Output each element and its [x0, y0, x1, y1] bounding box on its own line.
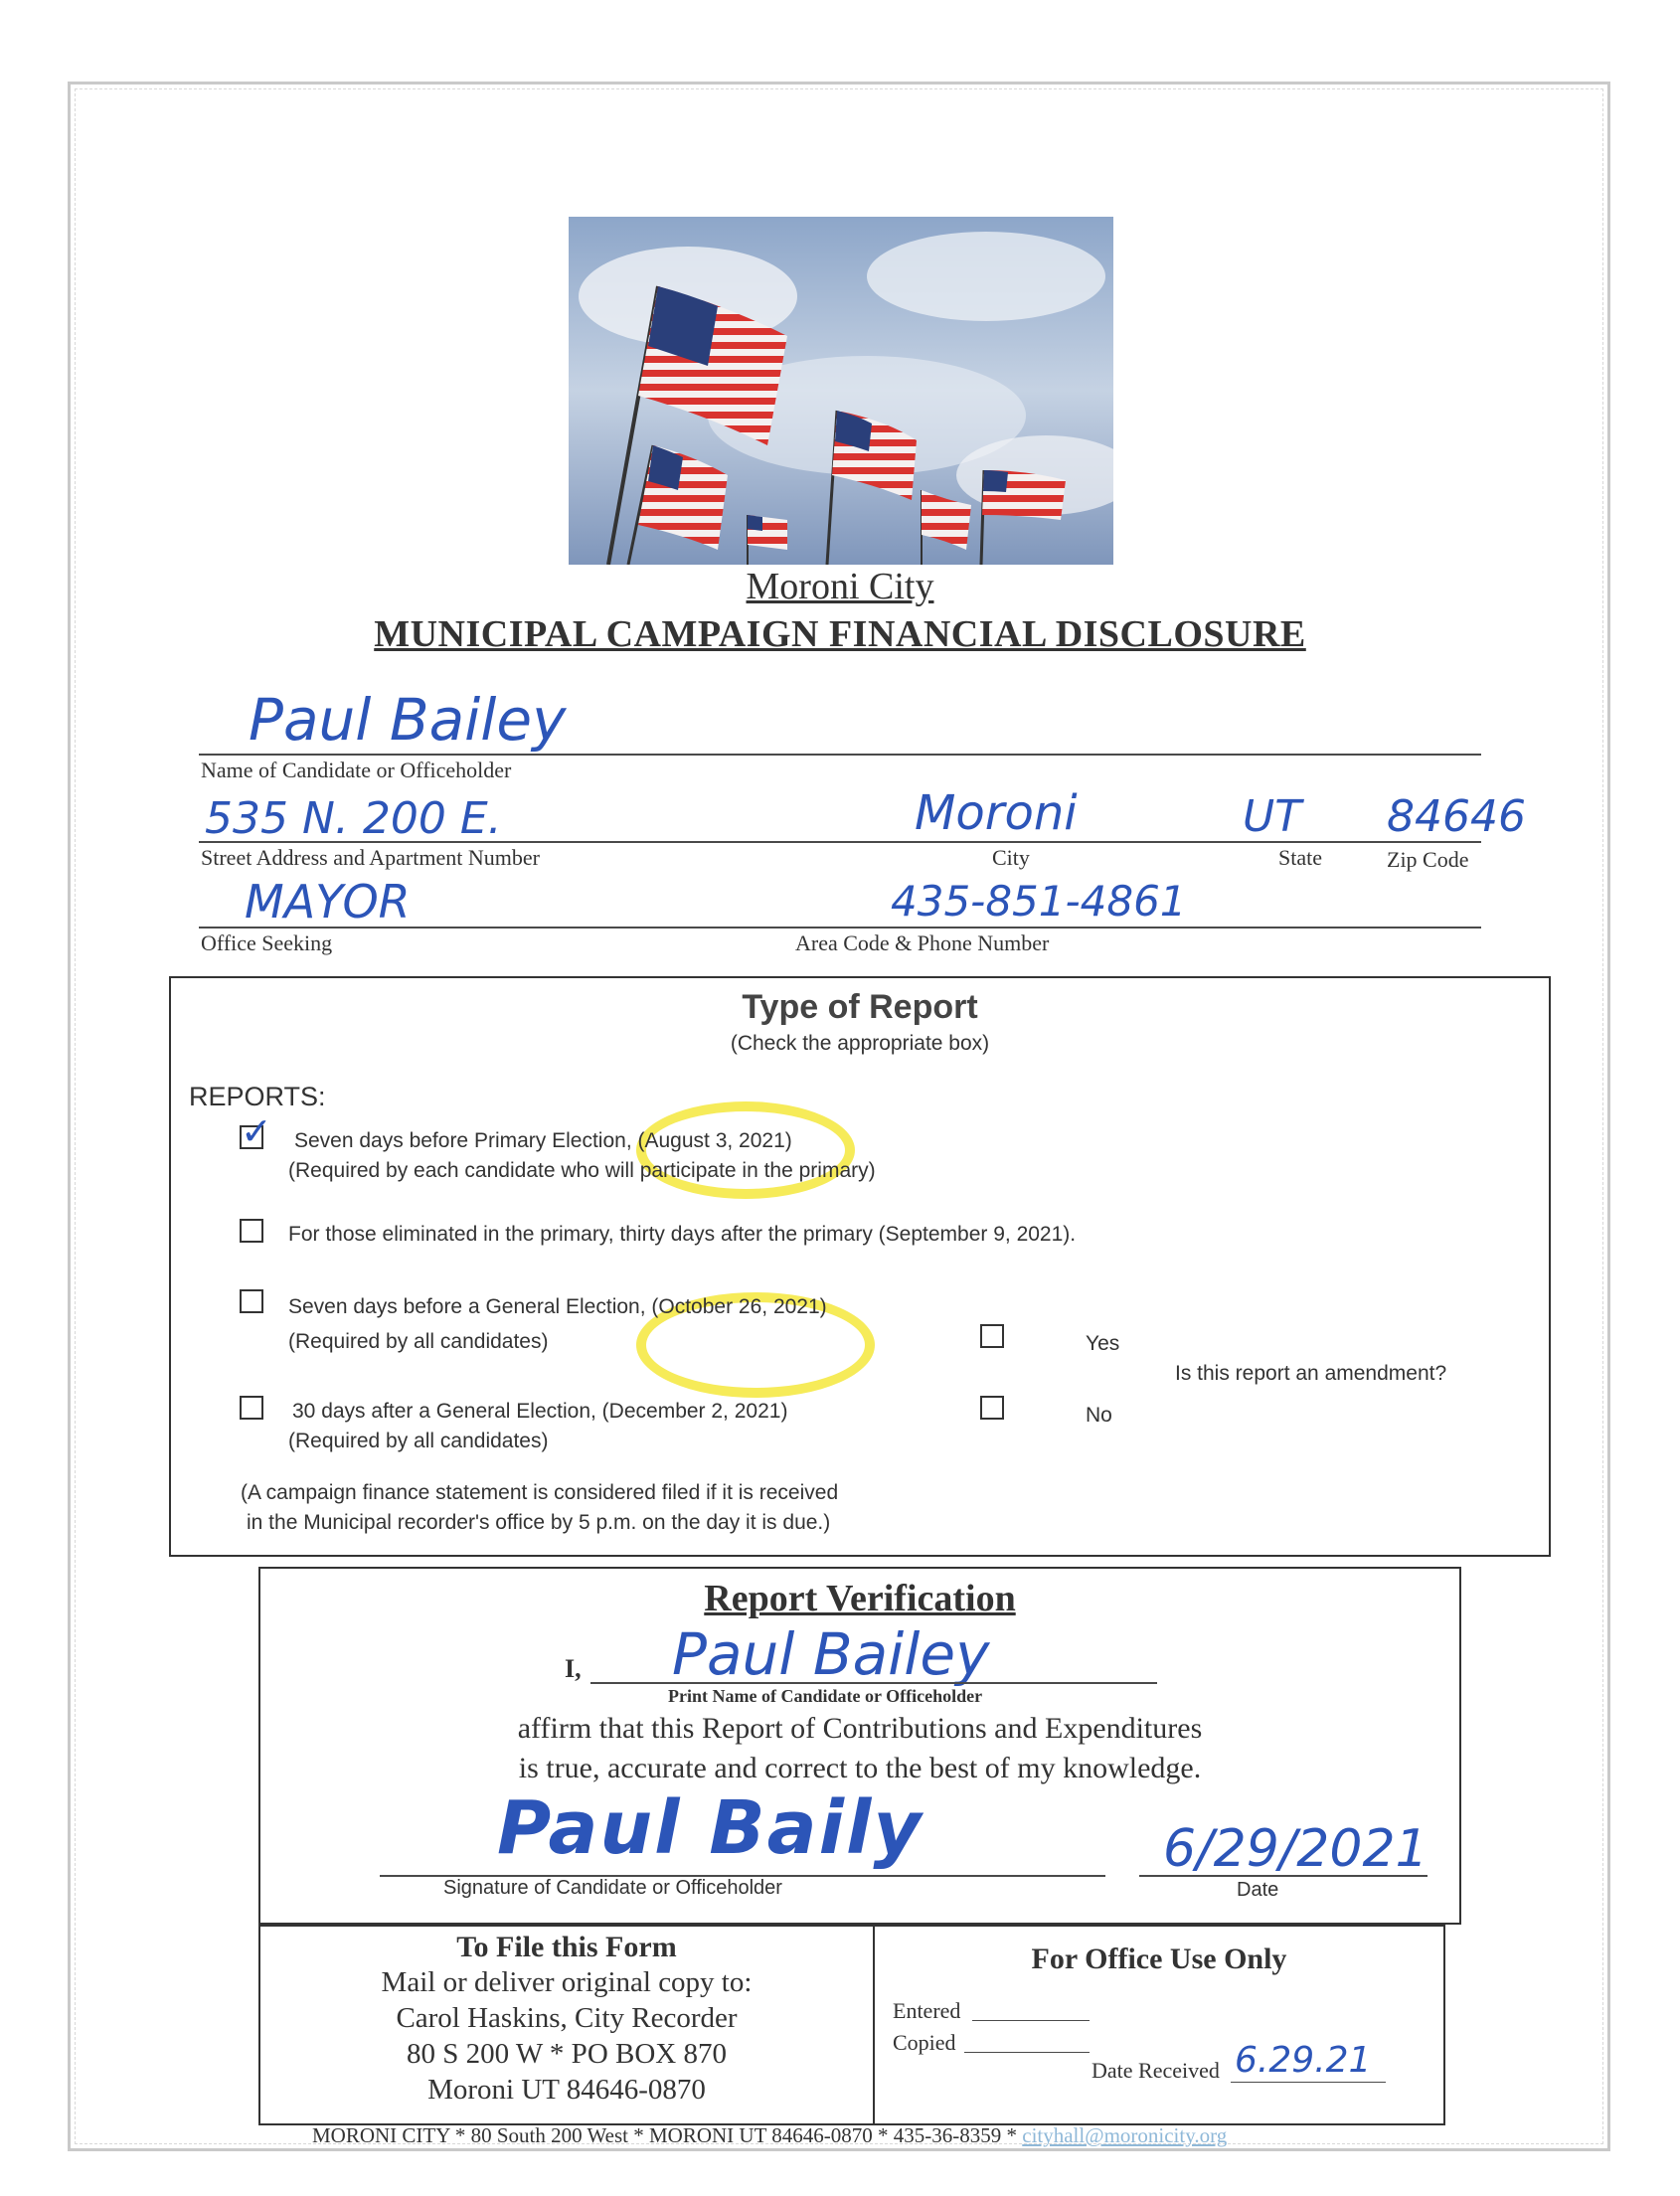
amendment-no-label: No: [1086, 1404, 1112, 1427]
option2-line1: For those eliminated in the primary, thirty days after the primary (September 9, 2021).: [288, 1223, 1077, 1246]
footer: [312, 2123, 1227, 2148]
date-label: Date: [1237, 1879, 1279, 1901]
option1-line2: (Required by each candidate who will participate in the primary): [288, 1159, 876, 1182]
report-type-subtitle: (Check the appropriate box): [730, 1032, 990, 1055]
filing-line3: 80 S 200 W * PO BOX 870: [406, 2038, 727, 2070]
city-value: Moroni: [915, 785, 1078, 841]
state-value: UT: [1243, 791, 1302, 842]
flags-photo: [569, 217, 1113, 565]
post-general-checkbox[interactable]: [240, 1396, 263, 1420]
candidate-name-label: Name of Candidate or Officeholder: [201, 758, 512, 782]
address-line: [199, 841, 1481, 843]
date-received-line: [1231, 2082, 1386, 2083]
state-label: State: [1278, 845, 1322, 870]
filing-note-line2: in the Municipal recorder's office by 5 p.m. on the day it is due.): [247, 1511, 831, 1534]
option1-line1: Seven days before Primary Election, (August 3, 2021): [294, 1129, 792, 1152]
option4-line1: 30 days after a General Election, (December 2, 2021): [292, 1400, 788, 1423]
verification-name-line: [590, 1682, 1157, 1684]
verification-name-value: Paul Bailey: [672, 1620, 990, 1688]
zip-value: 84646: [1387, 791, 1526, 842]
date-received-value: 6.29.21: [1235, 2040, 1372, 2081]
amendment-yes-label: Yes: [1086, 1332, 1120, 1355]
verification-name-label: Print Name of Candidate or Officeholder: [668, 1686, 983, 1706]
filing-line2: Carol Haskins, City Recorder: [396, 2002, 738, 2034]
report-type-title: Type of Report: [742, 988, 978, 1026]
city-title: Moroni City: [746, 566, 934, 607]
report-type-box: [169, 976, 1551, 1557]
affirm-line2: is true, accurate and correct to the best of my knowledge.: [518, 1752, 1202, 1784]
option3-line1: Seven days before a General Election, (October 26, 2021): [288, 1295, 827, 1318]
amendment-question: Is this report an amendment?: [1175, 1362, 1447, 1385]
signature-value: Paul Baily: [497, 1785, 924, 1871]
affirm-line1: affirm that this Report of Contributions and Expenditures: [517, 1712, 1203, 1745]
city-label: City: [992, 845, 1030, 870]
verification-date-value: 6/29/2021: [1163, 1819, 1428, 1879]
filing-note-line1: (A campaign finance statement is considered filed if it is received: [241, 1481, 839, 1504]
footer-address: MORONI CITY * 80 South 200 West * MORONI UT 84646-0870 * 435-36-8359 *: [312, 2123, 1017, 2147]
eliminated-primary-checkbox[interactable]: [240, 1219, 263, 1243]
primary-election-checkmark: ✓: [241, 1109, 272, 1153]
candidate-name-line: [199, 754, 1481, 756]
office-line: [199, 927, 1481, 929]
copied-line: [964, 2052, 1090, 2053]
form-title: MUNICIPAL CAMPAIGN FINANCIAL DISCLOSURE: [374, 613, 1306, 655]
amendment-no-checkbox[interactable]: [980, 1396, 1004, 1420]
amendment-yes-checkbox[interactable]: [980, 1324, 1004, 1348]
general-election-checkbox[interactable]: [240, 1289, 263, 1313]
option3-line2: (Required by all candidates): [288, 1330, 549, 1353]
address-label: Street Address and Apartment Number: [201, 845, 540, 870]
date-received-label: Date Received: [1092, 2058, 1220, 2083]
entered-label: Entered: [893, 1998, 961, 2023]
copied-label: Copied: [893, 2030, 956, 2055]
signature-label: Signature of Candidate or Officeholder: [443, 1877, 782, 1899]
date-line: [1139, 1875, 1428, 1877]
verification-prefix: I,: [565, 1654, 582, 1683]
verification-title: Report Verification: [704, 1578, 1016, 1619]
reports-label: REPORTS:: [189, 1082, 326, 1111]
zip-label: Zip Code: [1387, 847, 1469, 872]
office-use-title: For Office Use Only: [1031, 1943, 1287, 1975]
phone-label: Area Code & Phone Number: [795, 930, 1050, 955]
office-value: MAYOR: [245, 875, 411, 929]
phone-value: 435-851-4861: [891, 877, 1187, 926]
footer-email[interactable]: cityhall@moronicity.org: [1022, 2123, 1228, 2147]
filing-line1: Mail or deliver original copy to:: [381, 1966, 753, 1998]
candidate-name-value: Paul Bailey: [249, 686, 567, 754]
address-value: 535 N. 200 E.: [205, 793, 502, 844]
filing-line4: Moroni UT 84646-0870: [427, 2074, 706, 2106]
option4-line2: (Required by all candidates): [288, 1430, 549, 1452]
flags-image: [569, 217, 1113, 565]
office-label: Office Seeking: [201, 930, 333, 955]
filing-title: To File this Form: [456, 1931, 677, 1963]
entered-line: [972, 2020, 1090, 2021]
